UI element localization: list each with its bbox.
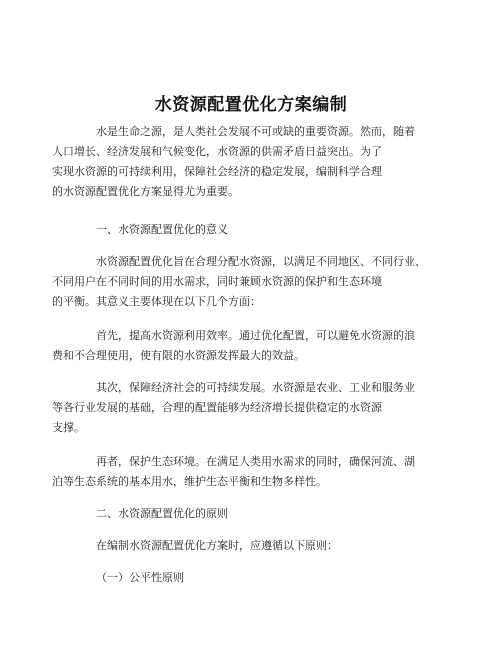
heading-text: （一）公平性原则 — [96, 571, 184, 584]
text-line: 水资源配置优化旨在合理分配水资源，以满足不同地区、不同行业、 — [96, 255, 426, 268]
paragraph-intro — [52, 122, 444, 202]
section-heading-2 — [74, 504, 444, 524]
text-line: 再者，保护生态环境。在满足人类用水需求的同时，确保河流、湖 — [96, 455, 415, 468]
text-line: 的水资源配置优化方案显得尤为重要。 — [52, 185, 239, 198]
section-heading-1 — [74, 220, 444, 240]
paragraph-ecology — [52, 452, 444, 492]
heading-text: 二、水资源配置优化的原则 — [96, 507, 228, 520]
text-line: 首先，提高水资源利用效率。通过优化配置，可以避免水资源的浪 — [96, 329, 415, 342]
paragraph-significance — [52, 252, 444, 312]
text-line: 泊等生态系统的基本用水，维护生态平衡和生物多样性。 — [52, 475, 327, 488]
text-line: 水是生命之源，是人类社会发展不可或缺的重要资源。然而，随着 — [96, 125, 415, 138]
text-line: 其次，保障经济社会的可持续发展。水资源是农业、工业和服务业 — [96, 381, 415, 394]
text-line: 在编制水资源配置优化方案时，应遵循以下原则： — [96, 539, 338, 552]
text-line: 人口增长、经济发展和气候变化，水资源的供需矛盾日益突出。为了 — [52, 145, 382, 158]
paragraph-principles-intro — [74, 536, 444, 556]
text-line: 支撑。 — [52, 421, 85, 434]
text-line: 不同用户在不同时间的用水需求，同时兼顾水资源的保护和生态环境 — [52, 275, 382, 288]
text-line: 等各行业发展的基础，合理的配置能够为经济增长提供稳定的水资源 — [52, 401, 382, 414]
paragraph-sustainability — [52, 378, 444, 438]
text-line: 的平衡。其意义主要体现在以下几个方面： — [52, 295, 261, 308]
text-line: 费和不合理使用，使有限的水资源发挥最大的效益。 — [52, 349, 305, 362]
document-title: 水资源配置优化方案编制 — [154, 95, 348, 115]
subheading-fairness — [74, 568, 444, 588]
text-line: 实现水资源的可持续利用，保障社会经济的稳定发展，编制科学合理 — [52, 165, 382, 178]
heading-text: 一、水资源配置优化的意义 — [96, 223, 228, 236]
paragraph-efficiency — [52, 326, 444, 366]
